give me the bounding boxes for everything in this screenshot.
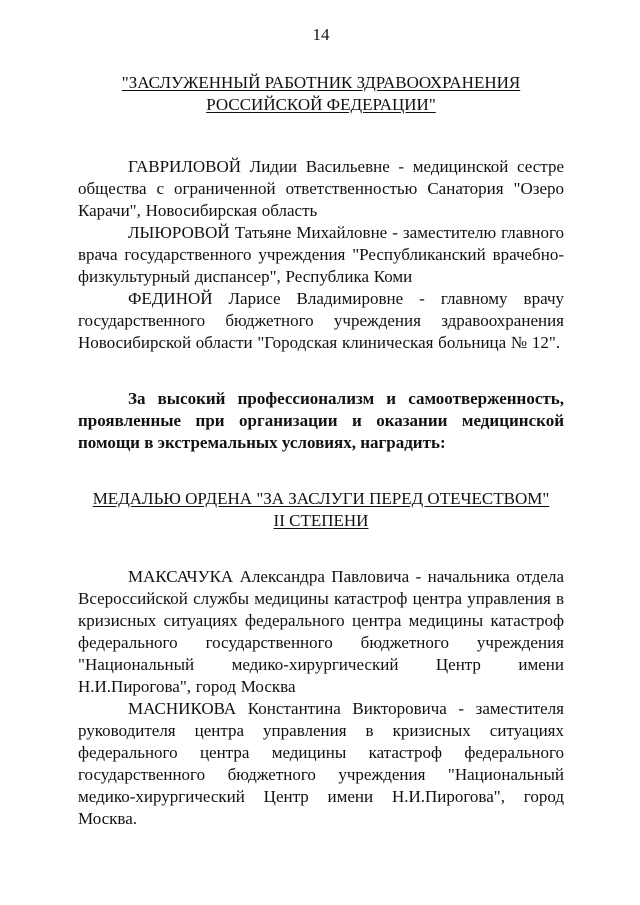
recipient-paragraph: МАКСАЧУКА Александра Павловича - начальника отдела Всероссийской службы медицины катастроф центра управления в кризисных ситуациях федерального центра медицины катастроф федерального государственного бюджетного учреждения "Национальный медико-хирургический Центр имени Н.И.Пирогова", город Москва [78,567,564,696]
recipient-paragraph: ГАВРИЛОВОЙ Лидии Васильевне - медицинской сестре общества с ограниченной ответственностью Санатория "Озеро Карачи", Новосибирская область [78,157,564,220]
award-title-honored-health-worker [78,72,564,116]
award-title-line: II СТЕПЕНИ [273,511,369,530]
award-title-line: "ЗАСЛУЖЕННЫЙ РАБОТНИК ЗДРАВООХРАНЕНИЯ [121,73,521,92]
award-title-line: РОССИЙСКОЙ ФЕДЕРАЦИИ" [206,95,436,114]
decree-text: За высокий профессионализм и самоотверженность, проявленные при организации и оказании медицинской помощи в экстремальных условиях, наградить: [78,389,564,452]
award-title-line: МЕДАЛЬЮ ОРДЕНА "ЗА ЗАСЛУГИ ПЕРЕД ОТЕЧЕСТВОМ" [92,489,550,508]
recipient-paragraph: ЛЫЮРОВОЙ Татьяне Михайловне - заместителю главного врача государственного учреждения "Республиканский врачебно-физкультурный диспансер", Республика Коми [78,223,564,286]
document-page [78,24,564,830]
recipient-paragraph: МАСНИКОВА Константина Викторовича - заместителя руководителя центра управления в кризисных ситуациях федерального центра медицины катастроф федерального государственного бюджетного учреждения "Национальный медико-хирургический Центр имени Н.И.Пирогова", город Москва. [78,699,564,828]
recipient-paragraph: ФЕДИНОЙ Ларисе Владимировне - главному врачу государственного бюджетного учреждения здравоохранения Новосибирской области "Городская клиническая больница № 12". [78,289,564,352]
award-title-medal-order [78,488,564,532]
award1-recipient-list [78,156,564,354]
page-number: 14 [312,25,330,44]
award2-recipient-list [78,566,564,830]
